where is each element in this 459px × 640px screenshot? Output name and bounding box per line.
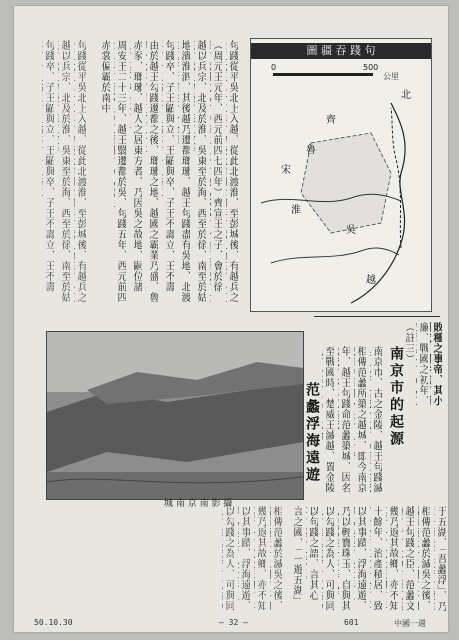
bottom-column-1: 于五湖、「吾蠡浮」、乃 xyxy=(435,506,446,612)
headline-nanjing: 南京市的起源 xyxy=(388,346,404,448)
text-column-12: 句踐卒、子王鼫與立、王鼫與卒、子王不壽立、王不壽 xyxy=(43,40,54,292)
photo-caption: 城 南 京 南 影 攝 xyxy=(164,499,233,509)
map-label-qi: 齊 xyxy=(326,115,336,126)
bottom-column-4: 幾乃返其故鄉、亦不知 xyxy=(387,506,398,611)
right-column-5: 年、越王句踐命范蠡築城、因名 xyxy=(339,346,350,493)
bottom-column-12: 幾乃返其故鄉、亦不知 xyxy=(255,506,266,611)
river-2 xyxy=(271,248,399,263)
map-figure xyxy=(250,38,432,312)
scale-bar xyxy=(273,73,373,76)
text-column-6: 由於越王勾踐遷都之後、瑯琊之地、越國之霸業乃盛、魯 xyxy=(147,40,158,303)
bottom-column-14: 以勾踐之為人、可與同 xyxy=(223,506,234,611)
text-column-1: 句踐從平吳北上入越、從此北渡淮、至彭城後、有越兵之 xyxy=(227,40,238,303)
footer-issue-number: 601 xyxy=(344,618,359,627)
divider-line xyxy=(314,316,440,317)
right-column-2: （註三） xyxy=(403,322,414,364)
map-label-huai: 淮 xyxy=(291,205,301,216)
map-label-lu: 魯 xyxy=(306,145,316,156)
text-column-2: （周元王元年、西元前四七四年）齊宣王之子、會於徐 xyxy=(211,40,222,292)
map-label-north: 北 xyxy=(401,90,411,101)
bottom-column-13: 以其事蹟、浮海遠遊、 xyxy=(239,506,250,611)
headline-fan-li: 范蠡浮海遠遊 xyxy=(304,382,320,484)
map-title: 圖 疆 吞 踐 句 xyxy=(251,43,431,59)
photo-drawing xyxy=(47,332,303,499)
map-label-yue: 越 xyxy=(366,275,376,286)
bottom-column-5: 十餘年、治產積居、致 xyxy=(371,506,382,611)
text-column-11: 越以兵宗、北及於淮、吳東至於海、西至於徐、南至於姑 xyxy=(59,40,70,303)
text-column-9: 赤裳偏霸於南中 xyxy=(99,40,110,114)
map-scale xyxy=(259,63,419,81)
map-label-wu: 吳 xyxy=(346,225,356,236)
route-line xyxy=(391,108,401,248)
bottom-column-2: 相傳范蠡於滅吳之後、 xyxy=(419,506,430,611)
bottom-column-10: 言之國、「一遊五湖」 xyxy=(291,506,302,606)
text-column-7: 赤豕、瑯琊、越人之居東方者、乃因吳之故地、嗣位諸 xyxy=(131,40,142,292)
right-column-1: 廉、戰國之初年、 xyxy=(417,322,428,406)
text-column-8: 周安王二十三年、越王翳遷都於吳、句踐五年、西元前四 xyxy=(115,40,126,303)
bottom-column-6: 以其事蹟、浮海遠遊、 xyxy=(355,506,366,611)
scale-unit-label: 公里 xyxy=(383,72,399,81)
document-page xyxy=(14,6,448,632)
photo-city-wall xyxy=(46,331,304,500)
text-column-3: 越以兵宗、北及於淮、吳東至於海、西至於徐、南至於姑 xyxy=(195,40,206,303)
text-column-10: 句踐從平吳北上入越、從此北渡淮、至彭城後、有越兵之 xyxy=(75,40,86,303)
map-label-song: 宋 xyxy=(281,165,291,176)
bottom-column-7: 乃以輕寶珠玉、自與其 xyxy=(339,506,350,611)
bottom-column-3: 越王句踐之臣、范蠡文 xyxy=(403,506,414,611)
right-column-6: 至戰國時、楚威王滅越、置金陵 xyxy=(323,346,334,493)
map-drawing xyxy=(251,83,431,311)
text-column-5: 句踐卒、子王鼫與立、王鼫與卒、子王不壽立、王不壽 xyxy=(163,40,174,292)
footer-page-number: — 32 — xyxy=(219,618,248,627)
scale-right-label: 500 xyxy=(363,63,379,72)
text-column-4: 地濱淮泗、其後越乃遷都瑯琊、越王句踐盡有吳地、北渡 xyxy=(179,40,190,303)
bottom-column-9: 以句踐之語、言其心 xyxy=(307,506,318,601)
footer-date: 50.10.30 xyxy=(34,618,73,627)
right-column-4: 相傳范蠡所築之越城、即今南京 xyxy=(355,346,366,493)
scale-left-label: 0 xyxy=(271,63,277,72)
bottom-column-11: 相傳范蠡於滅吳之後、 xyxy=(271,506,282,611)
bottom-column-8: 以勾踐之為人、可與同 xyxy=(323,506,334,611)
right-column-3: 南京市、古之金陵、越王句踐滅 xyxy=(371,346,382,493)
footer-periodical-name: 中國一週 xyxy=(394,619,426,628)
right-paragraph-1: 敗種之事帝、其小 xyxy=(431,322,442,406)
